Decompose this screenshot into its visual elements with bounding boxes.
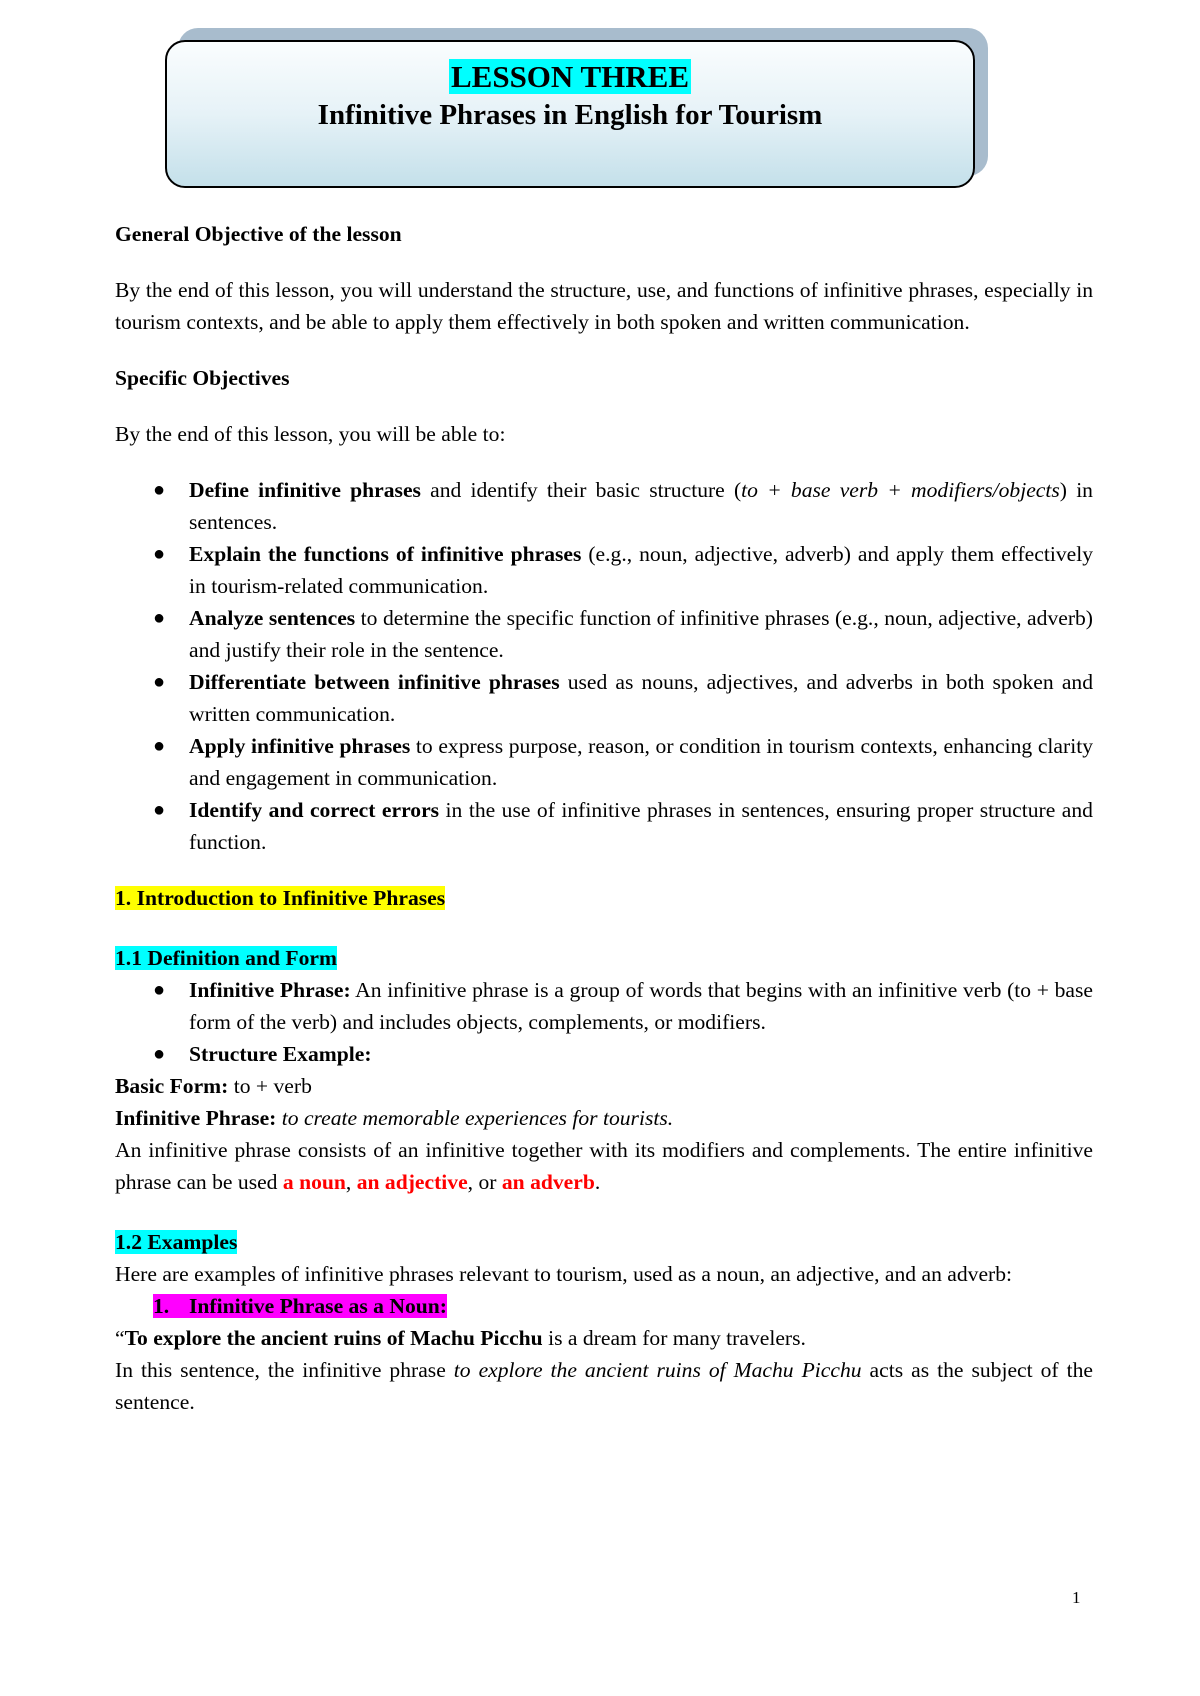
structure-label: Structure Example: — [189, 1042, 372, 1066]
phrase-label: Infinitive Phrase: — [115, 1106, 277, 1130]
objective-text: (e.g., noun, adjective, adverb) and apply them effectively in tourism-related communication. — [189, 542, 1093, 598]
section-1-1-heading — [115, 942, 1093, 974]
explanation-start: In this sentence, the infinitive phrase — [115, 1358, 454, 1382]
quote-mark: “ — [115, 1326, 125, 1350]
lesson-title-box — [165, 40, 975, 188]
definition-item — [115, 974, 1093, 1038]
objective-item — [115, 730, 1093, 794]
objective-text: in the use of infinitive phrases in sentences, ensuring proper structure and function. — [189, 798, 1093, 854]
phrase-example-line — [115, 1102, 1093, 1134]
objective-item — [115, 474, 1093, 538]
example-item-label: Infinitive Phrase as a Noun: — [189, 1294, 447, 1318]
phrase-example: to create memorable experiences for tourists. — [281, 1106, 674, 1130]
objective-text: to determine the specific function of infinitive phrases (e.g., noun, adjective, adverb) and justify their role in the sentence. — [189, 606, 1093, 662]
usage-adverb: an adverb — [501, 1170, 595, 1194]
objective-item — [115, 538, 1093, 602]
objective-bold: Apply infinitive phrases — [189, 734, 411, 758]
definition-text: An infinitive phrase is a group of words that begins with an infinitive verb (to + base form of the verb) and includes objects, complements, or modifiers. — [189, 978, 1094, 1034]
example-phrase: To explore the ancient ruins of Machu Picchu — [124, 1326, 543, 1350]
lesson-title: Infinitive Phrases in English for Tourism — [317, 99, 823, 131]
examples-intro: Here are examples of infinitive phrases relevant to tourism, used as a noun, an adjective, and an adverb: — [115, 1262, 1013, 1286]
objective-item — [115, 794, 1093, 858]
basic-form-line — [115, 1070, 1093, 1102]
section-1-2-heading-text: 1.2 Examples — [115, 1230, 238, 1254]
example-item-number: 1. — [153, 1294, 170, 1318]
usage-or: , or — [467, 1170, 502, 1194]
objective-text: to express purpose, reason, or condition in tourism contexts, enhancing clarity and engagement in communication. — [189, 734, 1093, 790]
page-number: 1 — [1072, 1588, 1081, 1607]
bullet-icon: ● — [153, 799, 166, 821]
example-explanation — [115, 1354, 1093, 1418]
phrase-usage-paragraph — [115, 1134, 1093, 1198]
usage-period: . — [594, 1170, 601, 1194]
objective-text-end: ) in sentences. — [189, 478, 1093, 534]
bullet-icon: ● — [153, 979, 166, 1001]
section-1-2-heading — [115, 1226, 1093, 1258]
bullet-icon: ● — [153, 671, 166, 693]
section-1-heading — [115, 882, 1093, 914]
specific-objectives-intro: By the end of this lesson, you will be able to: — [115, 422, 506, 446]
usage-noun: a noun — [282, 1170, 346, 1194]
basic-form-text: to + verb — [228, 1074, 312, 1098]
explanation-phrase: to explore the ancient ruins of Machu Picchu — [453, 1358, 862, 1382]
objective-bold: Identify and correct errors — [189, 798, 440, 822]
bullet-icon: ● — [153, 607, 166, 629]
objective-text: and identify their basic structure ( — [420, 478, 742, 502]
general-objective-heading: General Objective of the lesson — [115, 222, 402, 246]
basic-form-label: Basic Form: — [115, 1074, 229, 1098]
objective-bold: Define infinitive phrases — [189, 478, 421, 502]
explanation-end: acts as the subject of the sentence. — [115, 1358, 1093, 1414]
bullet-icon: ● — [153, 479, 166, 501]
lesson-label-text: LESSON THREE — [450, 59, 690, 94]
usage-text: An infinitive phrase consists of an infinitive together with its modifiers and complements. The entire infinitive phrase can be used — [115, 1138, 1093, 1194]
example-sentence — [115, 1322, 1093, 1354]
general-objective-text: By the end of this lesson, you will understand the structure, use, and functions of infinitive phrases, especially in tourism contexts, and be able to apply them effectively in both spoken and written communication. — [115, 278, 1093, 334]
usage-comma: , — [345, 1170, 357, 1194]
definition-list — [115, 974, 1093, 1070]
document-body — [115, 218, 1093, 1418]
objectives-list — [115, 474, 1093, 858]
objective-bold: Differentiate between infinitive phrases — [189, 670, 560, 694]
structure-item — [115, 1038, 1093, 1070]
objective-item — [115, 602, 1093, 666]
objective-bold: Analyze sentences — [189, 606, 356, 630]
bullet-icon: ● — [153, 1043, 166, 1065]
objective-bold: Explain the functions of infinitive phrases — [189, 542, 582, 566]
lesson-label — [167, 59, 973, 95]
section-1-1-heading-text: 1.1 Definition and Form — [115, 946, 337, 970]
bullet-icon: ● — [153, 543, 166, 565]
objective-italic: to + base verb + modifiers/objects — [741, 478, 1060, 502]
definition-label: Infinitive Phrase: — [189, 978, 351, 1002]
objective-item — [115, 666, 1093, 730]
bullet-icon: ● — [153, 735, 166, 757]
example-rest: is a dream for many travelers. — [542, 1326, 806, 1350]
example-item-highlight — [153, 1294, 447, 1318]
example-item-noun — [115, 1290, 1093, 1322]
usage-adjective: an adjective — [356, 1170, 468, 1194]
specific-objectives-heading: Specific Objectives — [115, 366, 290, 390]
section-1-heading-text: 1. Introduction to Infinitive Phrases — [115, 886, 446, 910]
objective-text: used as nouns, adjectives, and adverbs in both spoken and written communication. — [189, 670, 1093, 726]
